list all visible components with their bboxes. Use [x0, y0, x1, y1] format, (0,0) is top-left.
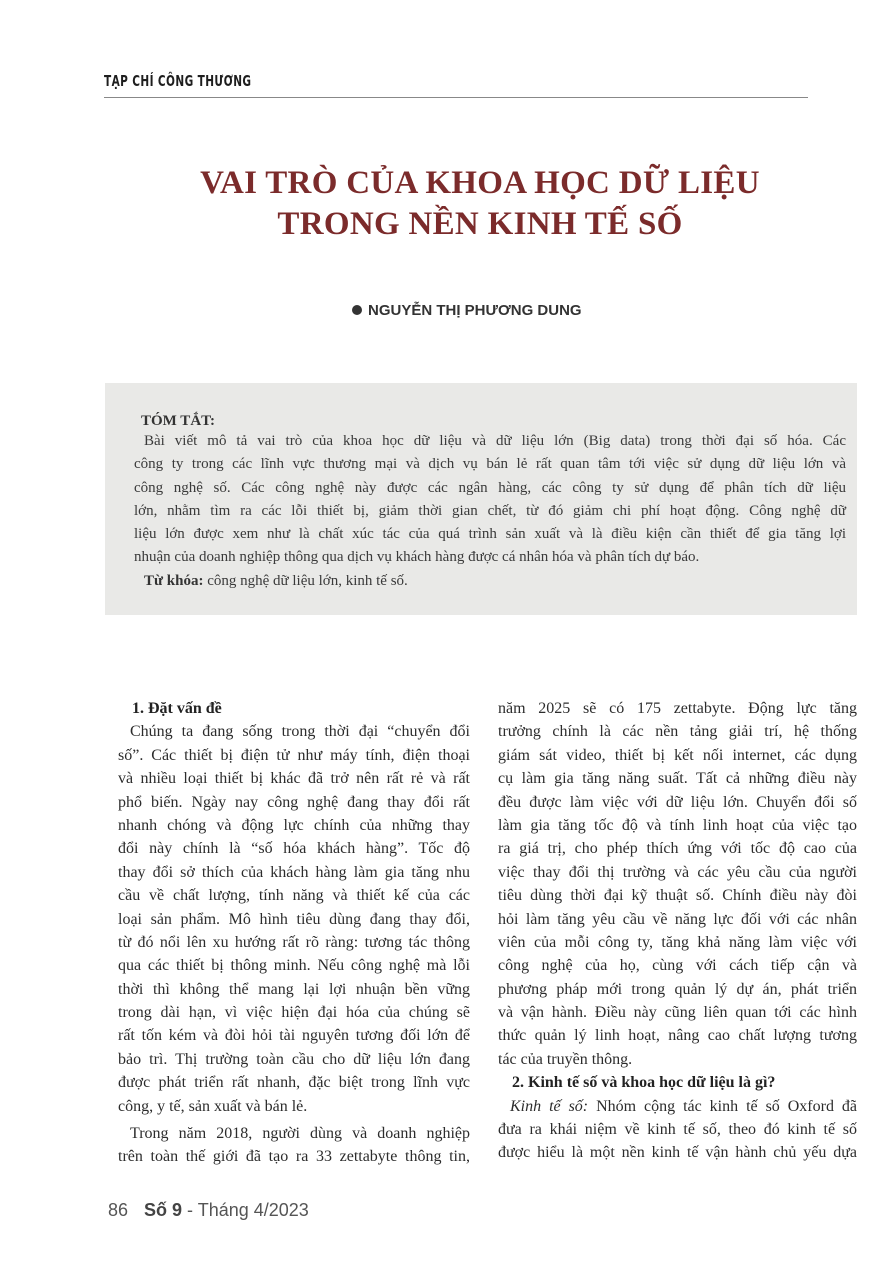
left-column [118, 697, 470, 1169]
section-heading: 2. Kinh tế số và khoa học dữ liệu là gì? [512, 1074, 776, 1092]
text-line: đổi này chính là “số hóa khách hàng”. Tốc độ [118, 840, 470, 858]
text-line: và nhiều loại thiết bị khác đã trở nên rất rẻ và rất [118, 770, 470, 788]
header-rule [104, 97, 808, 98]
right-column [498, 697, 857, 1165]
text-line: bảo trì. Thị trường toàn cầu cho dữ liệu lớn đang [118, 1050, 470, 1068]
abstract-body [134, 430, 846, 593]
text-line: năm 2025 sẽ có 175 zettabyte. Động lực tăng [498, 700, 857, 717]
journal-name: TẠP CHÍ CÔNG THƯƠNG [104, 72, 252, 90]
abstract-heading: TÓM TẮT: [141, 413, 216, 429]
text-line: đưa ra khái niệm về kinh tế số, theo đó kinh tế số [498, 1121, 857, 1139]
page-number: 86 [108, 1200, 129, 1220]
text-line: trong dài hạn, vì việc hiện đại hóa của chúng sẽ [118, 1004, 470, 1022]
text-line: công nghệ của họ, cùng với cách tiếp cận và [498, 957, 857, 975]
text-line: Chúng ta đang sống trong thời đại “chuyển đổi [130, 723, 470, 741]
text-line: nhanh chóng và động lực chính của những thay [118, 816, 470, 834]
issue-number: Số 9 [144, 1200, 183, 1220]
text-line: qua các thiết bị thông minh. Nếu công nghệ mà lỗi [118, 957, 470, 975]
text-line: tác của truyền thông. [498, 1050, 633, 1068]
paragraph [498, 1095, 857, 1165]
paragraph [118, 720, 470, 1118]
text-line: giám sát video, thiết bị kết nối internet, các dụng [498, 746, 857, 764]
text-line: được phát triển rất nhanh, đặc biệt trong lĩnh vực [118, 1074, 470, 1092]
text-line: phổ biến. Ngày nay công nghệ đang thay đổi rất [118, 793, 470, 811]
page-footer [108, 1200, 309, 1221]
text-line [498, 1095, 857, 1118]
text-line: công nghệ số. Các công nghệ này được các ngân hàng, các công ty sử dụng để phân tích dữ liệu [134, 479, 846, 496]
text-line: làm gia tăng tốc độ và tính linh hoạt của việc tạo [498, 816, 857, 834]
keywords-text: công nghệ dữ liệu lớn, kinh tế số. [203, 572, 408, 589]
text-line: và vận hành. Điều này cũng liên quan tới các hình [498, 1004, 857, 1022]
keywords-line [134, 570, 846, 593]
paragraph [498, 697, 857, 1071]
text-line: Bài viết mô tả vai trò của khoa học dữ liệu và dữ liệu lớn (Big data) trong thời đại số hóa. Các [144, 433, 846, 449]
text-line: thay đổi sở thích của khách hàng làm gia tăng nhu [118, 863, 470, 881]
text-line: thức quản lý linh hoạt, nâng cao chất lượng tương [498, 1027, 857, 1045]
paragraph [118, 1122, 470, 1169]
text-line: viên của mỗi công ty, tăng khả năng làm việc với [498, 933, 857, 951]
text-line: được hiểu là một nền kinh tế vận hành chủ yếu dựa [498, 1144, 857, 1162]
text-line: nhuận của doanh nghiệp thông qua dịch vụ khách hàng được cá nhân hóa và phân tích dự báo. [134, 549, 700, 566]
title-line: VAI TRÒ CỦA KHOA HỌC DỮ LIỆU [200, 165, 760, 201]
text-line: việc thay đổi thị trường và các yêu cầu của người [498, 863, 857, 881]
text-line: cụ làm gia tăng năng suất. Tất cả những điều này [498, 770, 857, 788]
author [352, 302, 582, 319]
text-line: Trong năm 2018, người dùng và doanh nghiệp [130, 1125, 470, 1143]
text-line: loại sản phẩm. Mô hình tiêu dùng đang thay đổi, [118, 910, 470, 928]
text-line: rất tốn kém và đòi hỏi tài nguyên tương đối lớn để [118, 1027, 470, 1045]
title-line: TRONG NỀN KINH TẾ SỐ [277, 206, 683, 242]
text-line: liệu lớn được xem như là chất xúc tác của quá trình sản xuất và là điều kiện cần thiết để gia tăng lợi [134, 526, 846, 543]
text-line: thời thì không thể mang lại lợi nhuận bền vững [118, 980, 470, 998]
issue-date: - Tháng 4/2023 [182, 1200, 309, 1220]
text-line: hỏi làm tăng yêu cầu về năng lực đối với các nhân [498, 910, 857, 928]
section-heading: 1. Đặt vấn đề [132, 700, 222, 717]
term-label: Kinh tế số: [510, 1097, 589, 1115]
text-line: từ đó nổi lên xu hướng rất rõ ràng: tương tác thông [118, 933, 470, 951]
text-line: phương pháp mới trong quản lý dự án, phát triển [498, 980, 857, 998]
text-line: công ty trong các lĩnh vực thương mại và dịch vụ bán lẻ rất quan tâm tới việc sử dụng dữ liệu lớn và [134, 456, 846, 473]
text-line: trên toàn thế giới đã tạo ra 33 zettabyte thông tin, [118, 1148, 470, 1166]
article-title [0, 163, 874, 245]
text-line: cầu về chất lượng, tính năng và thiết kế của các [118, 887, 470, 905]
abstract-box [105, 383, 857, 615]
text-line: ra giá trị, cho phép thích ứng với tốc độ cao của [498, 840, 857, 858]
keywords-label: Từ khóa: [144, 572, 204, 589]
text-line: lớn, nhằm tìm ra các lỗi thiết bị, giảm thời gian chết, từ đó giảm chi phí hoạt động. Công nghệ dữ [134, 502, 846, 519]
text-run: Nhóm cộng tác kinh tế số Oxford đã [588, 1097, 858, 1115]
text-line: công, y tế, sản xuất và bán lẻ. [118, 1097, 308, 1115]
text-line: tiêu dùng thời đại kỹ thuật số. Chính điều này đòi [498, 887, 857, 905]
text-line: trưởng chính là các nền tảng giải trí, hệ thống [498, 723, 857, 741]
text-line: đều được làm việc với dữ liệu lớn. Chuyển đổi số [498, 793, 857, 811]
author-name: NGUYỄN THỊ PHƯƠNG DUNG [368, 302, 582, 319]
text-line: số”. Các thiết bị điện tử như máy tính, điện thoại [118, 746, 470, 764]
bullet-icon [352, 305, 362, 315]
